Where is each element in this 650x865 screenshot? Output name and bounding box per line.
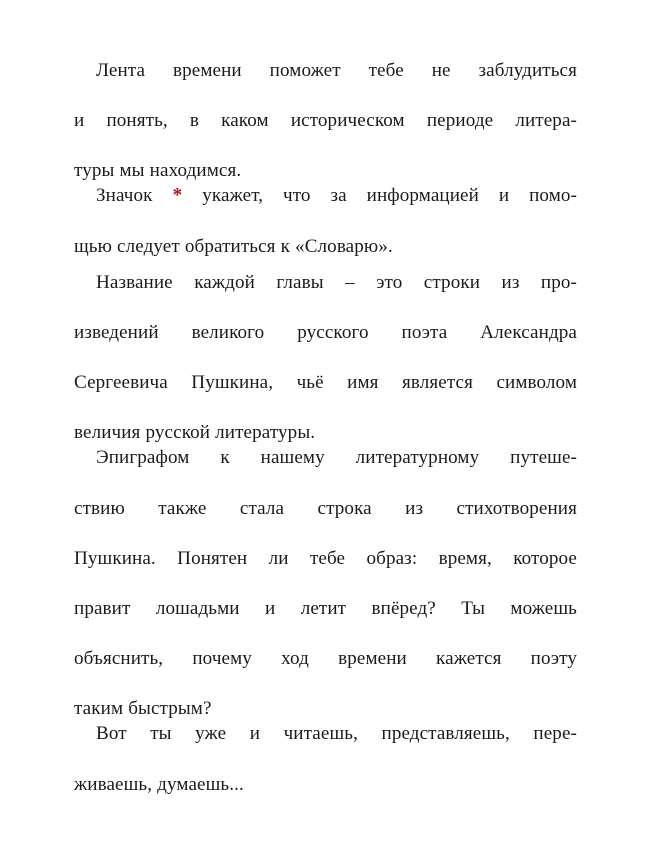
text-line: Название каждой главы – это строки из про-: [96, 271, 577, 293]
text-line: изведений великого русского поэта Александра: [74, 321, 577, 343]
asterisk-marker-icon: *: [172, 185, 183, 207]
text-line: Эпиграфом к нашему литературному путеше-: [96, 447, 577, 469]
text-line-with-asterisk: [74, 183, 577, 233]
text-line: щью следует обратиться к «Словарю».: [74, 235, 393, 257]
text-fragment: Значок: [96, 185, 173, 207]
text-line: Пушкина. Понятен ли тебе образ: время, которое: [74, 547, 577, 569]
text-line: правит лошадьми и летит впёред? Ты можешь: [74, 597, 577, 619]
text-line: ствию также стала строка из стихотворения: [74, 497, 577, 519]
paragraph-lenta-vremeni: [74, 58, 577, 183]
text-line: Вот ты уже и читаешь, представляешь, пере-: [96, 723, 577, 745]
text-line: таким быстрым?: [74, 698, 212, 720]
text-line: и понять, в каком историческом периоде литера-: [74, 110, 577, 132]
text-line: объяснить, почему ход времени кажется поэту: [74, 648, 577, 670]
text-line: живаешь, думаешь...: [74, 773, 244, 795]
text-line: величия русской литературы.: [74, 422, 316, 444]
paragraph-epigraf: [74, 445, 577, 721]
text-line: Сергеевича Пушкина, чьё имя является символом: [74, 372, 577, 394]
paragraph-vot-ty-uzhe: [74, 721, 577, 796]
text-fragment: укажет, что за информацией и помо-: [182, 185, 578, 207]
text-line: Лента времени поможет тебе не заблудиться: [96, 60, 577, 81]
paragraph-nazvanie-glavy: [74, 270, 577, 446]
paragraph-znachok: [74, 183, 577, 258]
text-line: туры мы находимся.: [74, 160, 242, 182]
text-column: [74, 58, 577, 797]
